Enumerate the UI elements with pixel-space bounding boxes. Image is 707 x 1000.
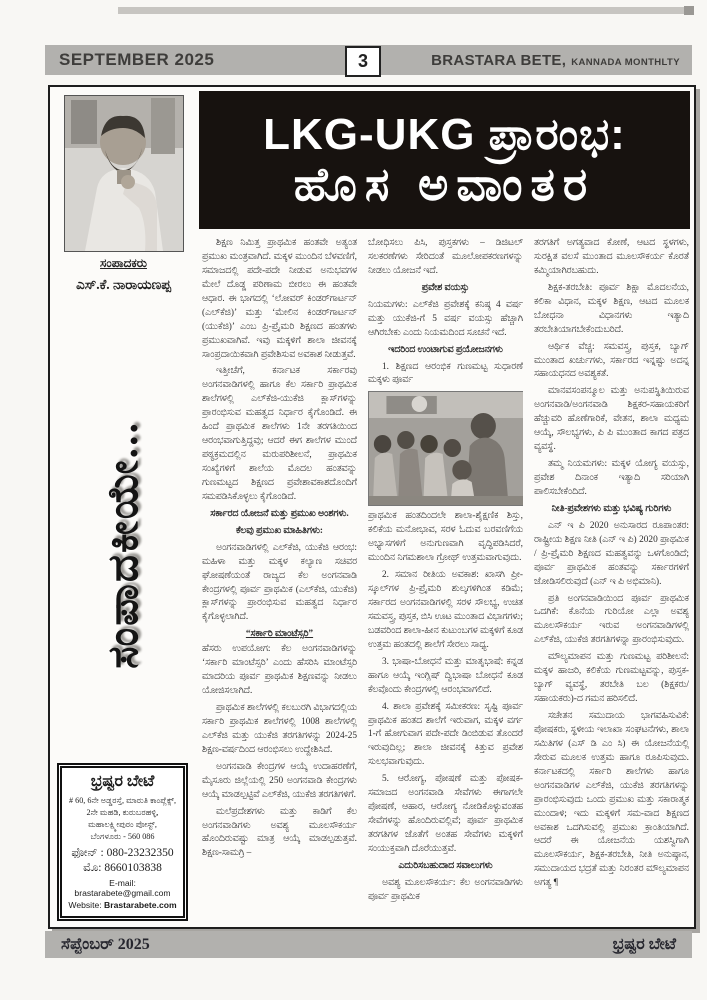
brand-subtitle: KANNADA MONTHLTY xyxy=(571,56,680,68)
footer-date: ಸೆಪ್ಟೆಂಬರ್ 2025 xyxy=(61,935,150,953)
top-corner-mark xyxy=(684,6,694,15)
article-paragraph: ಸಚೇತನ ಸಮುದಾಯ ಭಾಗವಹಿಸುವಿಕೆ: ಪೋಷಕರು, ಸ್ಥಳೀಯ ಇಲಾಖಾ ಸಂಘಟನೆಗಳು, ಶಾಲಾ ಸಮಿತಿಗಳ (ಎಸ್ ಡಿ ಎಂ ಸಿ) ಈ ಯೋಜನೆಯಲ್ಲಿ ಸೇರುವ ಮೂಲಕ ಉತ್ತಮ ಹಾಗೂ ರೂಪಿಸುವುದು. ಕರ್ನಾಟಕದಲ್ಲಿ ಸರ್ಕಾರಿ ಶಾಲೆಗಳು ಹಾಗೂ ಅಂಗನವಾಡಿಗಳ ಎಲ್‌ಕೆಜಿ, ಯುಕೆಜಿ ತರಗತಿಗಳನ್ನು ಪ್ರಾರಂಭಿಸುವುದು ಒಂದು ಪ್ರಮುಖ ಮತ್ತು ಸಕಾರಾತ್ಮಕ ಮುಂದಾಳಿ; ಇದು ಮಕ್ಕಳಿಗೆ ಸಮ-ವಾದ ಶಿಕ್ಷಣದ ಅವಕಾಶ ಒದಗಿಸುವಲ್ಲಿ ಪ್ರಮುಖ ಕ್ರಾಂತಿಯಾಗಿದೆ. ಆದರೆ ಈ ಯೋಜನೆಯ ಯಶಸ್ವಿಗಾಗಿ ಮೂಲಸೌಕರ್ಯ, ಶಿಕ್ಷಕ-ತರಬೇತಿ, ನೀತಿ ಅನುಷ್ಠಾನ, ಸಮುದಾಯದ ಭದ್ರತೆ ಮತ್ತು ನಿರಂತರ ಮೌಲ್ಯಮಾಪನ ಅಗತ್ಯ ¶ xyxy=(534,711,689,889)
article-column-2 xyxy=(368,237,523,924)
top-divider xyxy=(118,7,690,14)
article-subheading: ಕೆಲವು ಪ್ರಮುಖ ಮಾಹಿತಿಗಳು: xyxy=(235,525,323,536)
contact-address xyxy=(65,795,180,843)
article-paragraph: ಹೆಸರು ಉಪಯೋಗ: ಕೆಲ ಅಂಗನವಾಡಿಗಳನ್ನು ‘ಸರ್ಕಾರಿ ಮಾಂಟೆಸ್ಸರಿ’ ಎಂದು ಹೆಸರಿಸಿ ಮಾಂಟೆಸ್ಸರಿ ಮಾದರಿಯ ಪೂರ್ವ ಪ್ರಾಥಮಿಕ ಶಿಕ್ಷಣವನ್ನು ನೀಡಲು ಯೋಜಿಸಲಾಗಿದೆ. xyxy=(202,644,357,697)
contact-address-line: ಮಹಾಲಕ್ಷ್ಮೀಪುರಂ ಪೋಸ್ಟ್, xyxy=(88,820,157,830)
article-paragraph: 1. ಶಿಕ್ಷಣದ ಆರಂಭಿಕ ಗುಣಮಟ್ಟ ಸುಧಾರಣೆ ಮಕ್ಕಳು ಪೂರ್ವ xyxy=(368,361,523,386)
contact-website-label: Website: xyxy=(68,900,102,910)
editor-label: ಸಂಪಾದಕರು xyxy=(100,256,147,270)
editorial-rail xyxy=(50,87,197,927)
contact-address-line: # 60, 6ನೇ ಅಡ್ಡರಸ್ತೆ, ಮಾರುತಿ ಕಾಂಪ್ಲೆಕ್ಸ್, xyxy=(68,796,177,806)
header-date: SEPTEMBER 2025 xyxy=(59,50,215,69)
column-2-top xyxy=(368,237,523,388)
article-paragraph: 3. ಭಾಷಾ-ಬೋಧನೆ ಮತ್ತು ಮಾತೃಭಾಷೆ: ಕನ್ನಡ ಹಾಗೂ ಆಯ್ಕೆ ಇಂಗ್ಲಿಷ್ ದ್ವಿಭಾಷಾ ಬೋಧನೆ ಕೂಡ ಕೆಲವೊಂದು ಕೇಂದ್ರಗಳಲ್ಲಿ ಆರಂಭವಾಗಲಿದೆ. xyxy=(368,656,523,695)
article-paragraph: ಪ್ರಾಥಮಿಕ ಹಂತದಿಂದಲೇ ಶಾಲಾ-ಶೈಕ್ಷಣಿಕ ಶಿಸ್ತು, ಕಲಿಕೆಯ ಮನೋಭಾವ, ಸರಳ ಓದುವ ಬರವಣಿಗೆಯ ಅಭ್ಯಾಸಗಳಿಗೆ ಅನುಗುಣವಾಗಿ ವೃದ್ಧಿಪಡಿಸಿದರೆ, ಮುಂದಿನ ನಿಗಮಶಾಲಾ ಗ್ರೋಥ್ ಉತ್ತಮವಾಗುವುದು. xyxy=(368,511,523,564)
article-paragraph: ಮಲೆಪ್ರದೇಶಗಳು ಮತ್ತು ಕಾಡಿಗೆ ಕೆಲ ಅಂಗನವಾಡಿಗಳು ಅವಶ್ಯ ಮೂಲಸೌಕರ್ಯ ಹೊಂದಿರುವಷ್ಟು ಮಾತ್ರ ಆಯ್ಕೆ ಮಾಡಲ್ಪಡುತ್ತವೆ. ಶಿಕ್ಷಣ-ಸಾಮಗ್ರಿ – xyxy=(202,806,357,859)
column-2-bottom xyxy=(368,510,523,904)
article-photo xyxy=(368,391,523,506)
article-paragraph: ಮೌಲ್ಯಮಾಪನ ಮತ್ತು ಗುಣಮಟ್ಟ ಪರಿಶೀಲನೆ: ಮಕ್ಕಳ ಹಾಜರಿ, ಕಲಿಕೆಯ ಗುಣಮಟ್ಟವನ್ನು, ಪುಸ್ತಕ-ಬ್ಯಾಗ್ ವ್ಯವಸ್ಥೆ, ತರಬೇತಿ ಬಲ (ಶಿಕ್ಷಕರು/ಸಹಾಯಕರು)-ದ ಗಮನ ಹರಿಸಲಿದೆ. xyxy=(534,652,689,705)
page-number-box xyxy=(345,46,381,77)
article-content xyxy=(197,87,694,927)
headline-box xyxy=(199,91,690,229)
article-column-1 xyxy=(202,237,357,924)
article-paragraph: ಪ್ರಾಥಮಿಕ ಶಾಲೆಗಳಲ್ಲಿ ಕಲಬುರಗಿ ವಿಭಾಗದಲ್ಲಿಯ ಸರ್ಕಾರಿ ಪ್ರಾಥಮಿಕ ಶಾಲೆಗಳಲ್ಲಿ 1008 ಶಾಲೆಗಳಲ್ಲಿ ಎಲ್‌ಕೆಜಿ ಮತ್ತು ಯುಕೆಜಿ ತರಗತಿಗಳನ್ನು 2024-25 ಶಿಕ್ಷಣ-ವರ್ಷದಿಂದ ಆರಂಭಿಸಲು ಉದ್ದೇಶಿಸಿದೆ. xyxy=(202,703,357,755)
article-paragraph: 2. ಸಮಾನ ರೀತಿಯ ಅವಕಾಶ: ಖಾಸಗಿ ಪ್ರೀ-ಸ್ಕೂಲ್‌ಗಳ ಪ್ರಿ-ಪ್ರೈಮರಿ ಶುಲ್ಕಗಳಿಗಿಂತ ಕಡಿಮೆ; ಸರ್ಕಾರದ ಅಂಗನವಾಡಿಗಳಲ್ಲಿ ಸರಳ ಸೌಲಭ್ಯ, ಉಚಿತ ಸಮವಸ್ತ್ರ, ಪುಸ್ತಕ, ಬಿಸಿ ಊಟ ಮುಂತಾದ ವಿಭಾಗಗಳು; ಬಡವರಿಂದ ಶಾಲಾ-ಹೀನ ಕುಟುಂಬಗಳ ಮಕ್ಕಳಿಗೆ ಕೂಡ ಉತ್ತಮ ಹಂತದಲ್ಲಿ ಶಾಲೆಗೆ ಸೇರಲು ಸಾಧ್ಯ. xyxy=(368,570,523,650)
page-footer xyxy=(45,931,692,958)
contact-phone: ಫೋನ್ : 080-23232350 xyxy=(71,847,174,859)
contact-mobile: ಮೊ: 8660103838 xyxy=(83,862,162,874)
article-subheading: ಸರ್ಕಾರದ ಯೋಜನೆ ಮತ್ತು ಪ್ರಮುಖ ಅಂಶಗಳು. xyxy=(210,508,349,519)
article-paragraph: 5. ಆರೋಗ್ಯ, ಪೋಷಣೆ ಮತ್ತು ಪೋಷಕ-ಸಮಾಜದ ಅಂಗನವಾಡಿ ಸೇವೆಗಳು ಈಗಾಗಲೇ ಪೋಷಣೆ, ಆಹಾರ, ಆರೋಗ್ಯ ನೋಡಿಕೊಳ್ಳುವಂತಹ ಸೇವೆಗಳನ್ನು ಹೊಂದಿರುವಲ್ಲಿವೆ; ಪೂರ್ವ ಪ್ರಾಥಮಿಕ ತರಗತಿಗಳ ಜೊತೆಗೆ ಅಂತಹ ಸೇವೆಗಳು ಮಕ್ಕಳಿಗೆ ಸಂಯುಕ್ತವಾಗಿ ದೊರೆಯುತ್ತವೆ. xyxy=(368,774,523,854)
article-paragraph: ಎನ್ ಇ ಪಿ 2020 ಅನುಸಾರದ ರೂಪಾಂತರ: ರಾಷ್ಟ್ರೀಯ ಶಿಕ್ಷಣ ನೀತಿ (ಎನ್ ಇ ಪಿ) 2020 ಪ್ರಾಥಮಿಕ / ಪ್ರಿ-ಪ್ರೈಮರಿ ಶಿಕ್ಷಣದ ಮಹತ್ವವನ್ನು ಒಳಗೊಂಡಿದೆ; ಪೂರ್ವ ಪ್ರಾಥಮಿಕ ಹಂತವನ್ನು ಸರ್ಕಾರಗಳಿಗೆ ಜೋಡಿಸಲಿರುವುದೆ (ಎನ್ ಇ ಪಿ ಅಭಿಮಾನಿ). xyxy=(534,520,689,587)
headline-line2: ಹೊಸ ಅವಾಂತರ xyxy=(293,158,596,211)
article-paragraph: ತಮ್ಮ ನಿಯಮಗಳು: ಮಕ್ಕಳ ಯೋಗ್ಯ ವಯಸ್ಸು, ಪ್ರವೇಶ ದಿನಾಂಕ ಇತ್ಯಾದಿ ಸರಿಯಾಗಿ ಪಾಲಿಸಬೇಕೆಂದಿದೆ. xyxy=(534,459,689,497)
article-paragraph: 4. ಶಾಲಾ ಪ್ರವೇಶಕ್ಕೆ ಸಮೀಕರಣ: ಸೃಷ್ಟಿ ಪೂರ್ವ ಪ್ರಾಥಮಿಕ ಹಂತದ ಶಾಲೆಗೆ ಇರುವಾಗ, ಮಕ್ಕಳ ವರ್ಗ 1-ಗೆ ಹೋಗುವಾಗ ಪದೇ-ಪದೇ ಡಿಂಬಿಡುವ ತೊಂದರೆ ಇರುವುದಿಲ್ಲ; ಶಾಲಾ ಜೀವನಕ್ಕೆ ಕಿತ್ತುವ ಪ್ರವೇಶ ಸುಲಭವಾಗುವುದು. xyxy=(368,701,523,768)
contact-address-line: ಬೆಂಗಳೂರು - 560 086 xyxy=(90,832,155,842)
article-frame xyxy=(48,85,696,929)
page-header xyxy=(45,45,692,75)
editor-name: ಎಸ್.ಕೆ. ನಾರಾಯಣಪ್ಪ xyxy=(76,277,171,292)
contact-address-line: 2ನೇ ಮಹಡಿ, ಕುರುಬರಹಳ್ಳಿ, xyxy=(86,808,159,818)
article-column-3 xyxy=(534,237,689,924)
article-columns xyxy=(202,237,689,924)
footer-brand: ಭ್ರಷ್ಟರ ಬೇಟೆ xyxy=(612,935,676,953)
header-brand xyxy=(431,52,680,69)
article-paragraph: ಶಿಕ್ಷಣ ನಿಮಿತ್ತ ಪ್ರಾಥಮಿಕ ಹಂತವೇ ಅತ್ಯಂತ ಪ್ರಮುಖ ಮಂತ್ರವಾಗಿದೆ. ಮಕ್ಕಳ ಮುಂದಿನ ಬೆಳವಣಿಗೆ, ಸಮಾಜದಲ್ಲಿ ಪದೇ-ಪದೇ ನೀಡುವ ಅನುಭವಗಳ ಮೇಲೆ ದೊಡ್ಡ ಪರಿಣಾಮ ಬೀರಲು ಈ ಹಂತವೇ ಆಧಾರ. ಈ ಭಾಗದಲ್ಲಿ ‘ಲೋವರ್ ಕಿಂಡರ್‌ಗಾರ್ಟನ್ (ಎಲ್‌ಕೆಜಿ)’ ಮತ್ತು ‘ಮೇಲಿನ ಕಿಂಡರ್‌ಗಾರ್ಟನ್ (ಯುಕೆಜಿ)’ ಎಂಬ ಪ್ರಿ-ಪ್ರೈಮರಿ ಶಿಕ್ಷಣದ ಹಂತಗಳು ಪ್ರಮುಖವಾಗಿವೆ. ಇವು ಮಕ್ಕಳಿಗೆ ಶಾಲಾ ಜೀವನಕ್ಕೆ ಸಾಂಪ್ರದಾಯಿಕವಾಗಿ ಪ್ರವೇಶಿಸುವ ಅವಕಾಶ ನೀಡುತ್ತವೆ. xyxy=(202,238,357,360)
contact-website xyxy=(65,900,180,910)
page-number: 3 xyxy=(357,51,368,71)
article-subheading: “ಸರ್ಕಾರಿ ಮಾಂಟೆಸ್ಸರಿ” xyxy=(245,629,314,640)
article-paragraph: ಶಿಕ್ಷಕ-ತರಬೇತಿ: ಪೂರ್ವ ಶಿಕ್ಷಾ ಮೊದಲನೆಯ, ಕಲಿಕಾ ವಿಧಾನ, ಮಕ್ಕಳ ಶಿಕ್ಷಣ, ಆಟದ ಮೂಲಕ ಬೋಧನಾ ವಿಧಾನಗಳು ಇತ್ಯಾದಿ ತರಬೇತಿಯಾಗಬೇಕೆಂದುಬರಿದೆ. xyxy=(534,282,689,335)
article-paragraph: ಅಂಗನವಾಡಿಗಳಲ್ಲಿ ಎಲ್‌ಕೆಜಿ, ಯುಕೆಜಿ ಆರಂಭ: ಮಹಿಳಾ ಮತ್ತು ಮಕ್ಕಳ ಕಲ್ಯಾಣ ಸಚಿವರ ಘೋಷಣೆಯಂತೆ ರಾಜ್ಯದ ಕೆಲ ಅಂಗನವಾಡಿ ಕೇಂದ್ರಗಳಲ್ಲಿ ಪೂರ್ವ ಪ್ರಾಥಮಿಕ (ಎಲ್‌ಕೆಜಿ, ಯುಕೆಜಿ) ಕ್ಲಾಸ್‌ಗಳನ್ನು ಪ್ರಾರಂಭಿಸುವ ಮಹತ್ವದ ನಿರ್ಧಾರ ಕೈಗೊಳ್ಳಲಾಗಿದೆ. xyxy=(202,542,357,623)
article-paragraph: ಇತ್ತೀಚೆಗೆ, ಕರ್ನಾಟಕ ಸರ್ಕಾರವು ಅಂಗನವಾಡಿಗಳಲ್ಲಿ ಹಾಗೂ ಕೆಲ ಸರ್ಕಾರಿ ಪ್ರಾಥಮಿಕ ಶಾಲೆಗಳಲ್ಲಿ ಎಲ್‌ಕೆಜಿ-ಯುಕೆಜಿ ಕ್ಲಾಸ್‌ಗಳನ್ನು ಪ್ರಾರಂಭಿಸುವ ಮಹತ್ವದ ನಿರ್ಧಾರ ಕೈಗೊಂಡಿದೆ. ಈ ಹಿಂದೆ ಪ್ರಾಥಮಿಕ ಶಾಲೆಗಳು 1ನೇ ತರಗತಿಯಿಂದ ಆರಂಭವಾಗುತ್ತಿದ್ದವು; ಆದರೆ ಈಗ ಶಾಲೆಗಳ ಮುಂದೆ ಪಠ್ಯಕ್ರಮದಲ್ಲಿನ ಮರುಪರಿಶೀಲನೆ, ಪ್ರಾಥಮಿಕ ಸಂಖ್ಯೆಗಳಿಗೆ ಶಾಲೆಯ ಮೊದಲ ಹಂತವನ್ನು ಗುಣಮಟ್ಟದ ಶಿಕ್ಷಣದ ಪ್ರವೇಶಾವಕಾಶದೊಂದಿಗೆ ಸಮಪಡಿಸಿಕೊಳ್ಳಲು ಕೈಗೊಂಡಿದೆ. xyxy=(202,366,357,502)
article-paragraph: ಅಂಗನವಾಡಿ ಕೇಂದ್ರಗಳ ಆಯ್ಕೆ ಉದಾಹರಣೆಗೆ, ಮೈಸೂರು ಜಿಲ್ಲೆಯಲ್ಲಿ 250 ಅಂಗನವಾಡಿ ಕೇಂದ್ರಗಳು ಆಯ್ಕೆ ಮಾಡಲ್ಪಟ್ಟಿವೆ ಎಲ್‌ಕೆಜಿ, ಯುಕೆಜಿ ತರಗತಿಗಳಿಗೆ. xyxy=(202,761,357,800)
contact-title: ಭ್ರಷ್ಟರ ಬೇಟೆ xyxy=(90,773,155,791)
article-subheading: ಪ್ರವೇಶ ವಯಸ್ಸು xyxy=(421,282,470,293)
article-paragraph: ನಿಯಮಗಳು: ಎಲ್‌ಕೆಜಿ ಪ್ರವೇಶಕ್ಕೆ ಕನಿಷ್ಠ 4 ವರ್ಷ ಮತ್ತು ಯುಕೆಜಿ-ಗೆ 5 ವರ್ಷ ವಯಸ್ಸು ಹೆಚ್ಚಾಗಿ ಆಗಿರಬೇಕು ಎಂದು ನಿಯಮದಿಂದ ಸೂಚನೆ ಇದೆ. xyxy=(368,299,523,338)
article-paragraph: ಮಾನವಸಂಪನ್ಮೂಲ ಮತ್ತು ಅನುಪಸ್ಥಿತಿಯಿರುವ ಅಂಗನವಾಡಿ/ಅಂಗನವಾಡಿ ಶಿಕ್ಷಕರ-ಸಹಾಯಕರಿಗೆ ಹೆಚ್ಚುವರಿ ಹೊಣೆಗಾರಿಕೆ, ವೇತನ, ಶಾಲಾ ಮಧ್ಯಮ ಆಯ್ಕೆ, ಸೌಲಭ್ಯಗಳು, ಪಿ ಪಿ ಮುಂತಾದ ಕಾಗದ ಪತ್ರದ ವ್ಯವಸ್ಥೆ. xyxy=(534,386,689,453)
contact-box xyxy=(57,763,188,921)
article-paragraph: ಅವಶ್ಯ ಮೂಲಸೌಕರ್ಯ: ಕೆಲ ಅಂಗನವಾಡಿಗಳು ಪೂರ್ವ ಪ್ರಾಥಮಿಕ xyxy=(368,877,523,902)
brand-name: BRASTARA BETE, xyxy=(431,51,567,69)
article-paragraph: ಪ್ರತಿ ಅಂಗನವಾಡಿಯಿಂದ ಪೂರ್ವ ಪ್ರಾಥಮಿಕ ಒದಗಿಕೆ: ಕೊನೆಯ ಗುರಿಯೋ ಎಲ್ಲಾ ಅವಶ್ಯ ಮೂಲಸೌಕರ್ಯ ಇರುವ ಅಂಗನವಾಡಿಗಳಲ್ಲಿ ಎಲ್‌ಕೆಜಿ, ಯುಕೆಜಿ ತರಗತಿಗಳನ್ನಾ ಪ್ರಾರಂಭಿಸುವುದು. xyxy=(534,593,689,646)
article-subheading: ಎದುರಿಸಬಹುದಾದ ಸವಾಲುಗಳು xyxy=(398,860,493,871)
article-paragraph: ತರಗತಿಗೆ ಅಗತ್ಯವಾದ ಕೋಣೆ, ಆಟದ ಸ್ಥಳಗಳು, ಸುರಕ್ಷಿತ ವಲಸೆ ಮುಂತಾದ ಮೂಲಸೌಕರ್ಯ ಕೊರತೆ ಕಮ್ಮಿಯಾಗಿರಬಹುದು. xyxy=(534,238,689,276)
article-paragraph: ಬೋಧಿಸಲು ಪಿಸಿ, ಪುಸ್ತಕಗಳು – ಡಿಜಿಟಲ್ ಸಲಕರಣೆಗಳು ಸೇರಿದಂತೆ ಮೂಲೋಪಕರಣಗಳನ್ನು ನೀಡಲು ಯೋಜನೆ ಇದೆ. xyxy=(368,238,523,276)
article-paragraph: ಆರ್ಥಿಕ ವೆಚ್ಚ: ಸಮವಸ್ತ್ರ, ಪುಸ್ತಕ, ಬ್ಯಾಗ್ ಮುಂತಾದ ಖರ್ಚುಗಳು, ಸರ್ಕಾರದ ಇನ್ನಷ್ಟು ಅದನ್ನ ಸಹಾಯಧನದ ಅವಶ್ಯಕತೆ. xyxy=(534,341,689,380)
contact-email: E-mail: brastarabete@gmail.com xyxy=(74,878,171,898)
editorial-vertical-title: ಸಂಪಾದಕೀಯೇ... xyxy=(100,421,147,669)
article-subheading: ನೀತಿ-ಪ್ರವೇಶಗಳು ಮತ್ತು ಭವಿಷ್ಯ ಗುರಿಗಳು xyxy=(551,503,672,514)
contact-website-value: Brastarabete.com xyxy=(104,900,177,910)
headline-line1: LKG-UKG ಪ್ರಾರಂಭ: xyxy=(263,110,626,160)
article-subheading: ಇದರಿಂದ ಉಂಟಾಗುವ ಪ್ರಯೋಜನಗಳು xyxy=(388,344,503,355)
editorial-vertical-title-wrap xyxy=(50,315,197,775)
editor-photo xyxy=(64,95,184,252)
